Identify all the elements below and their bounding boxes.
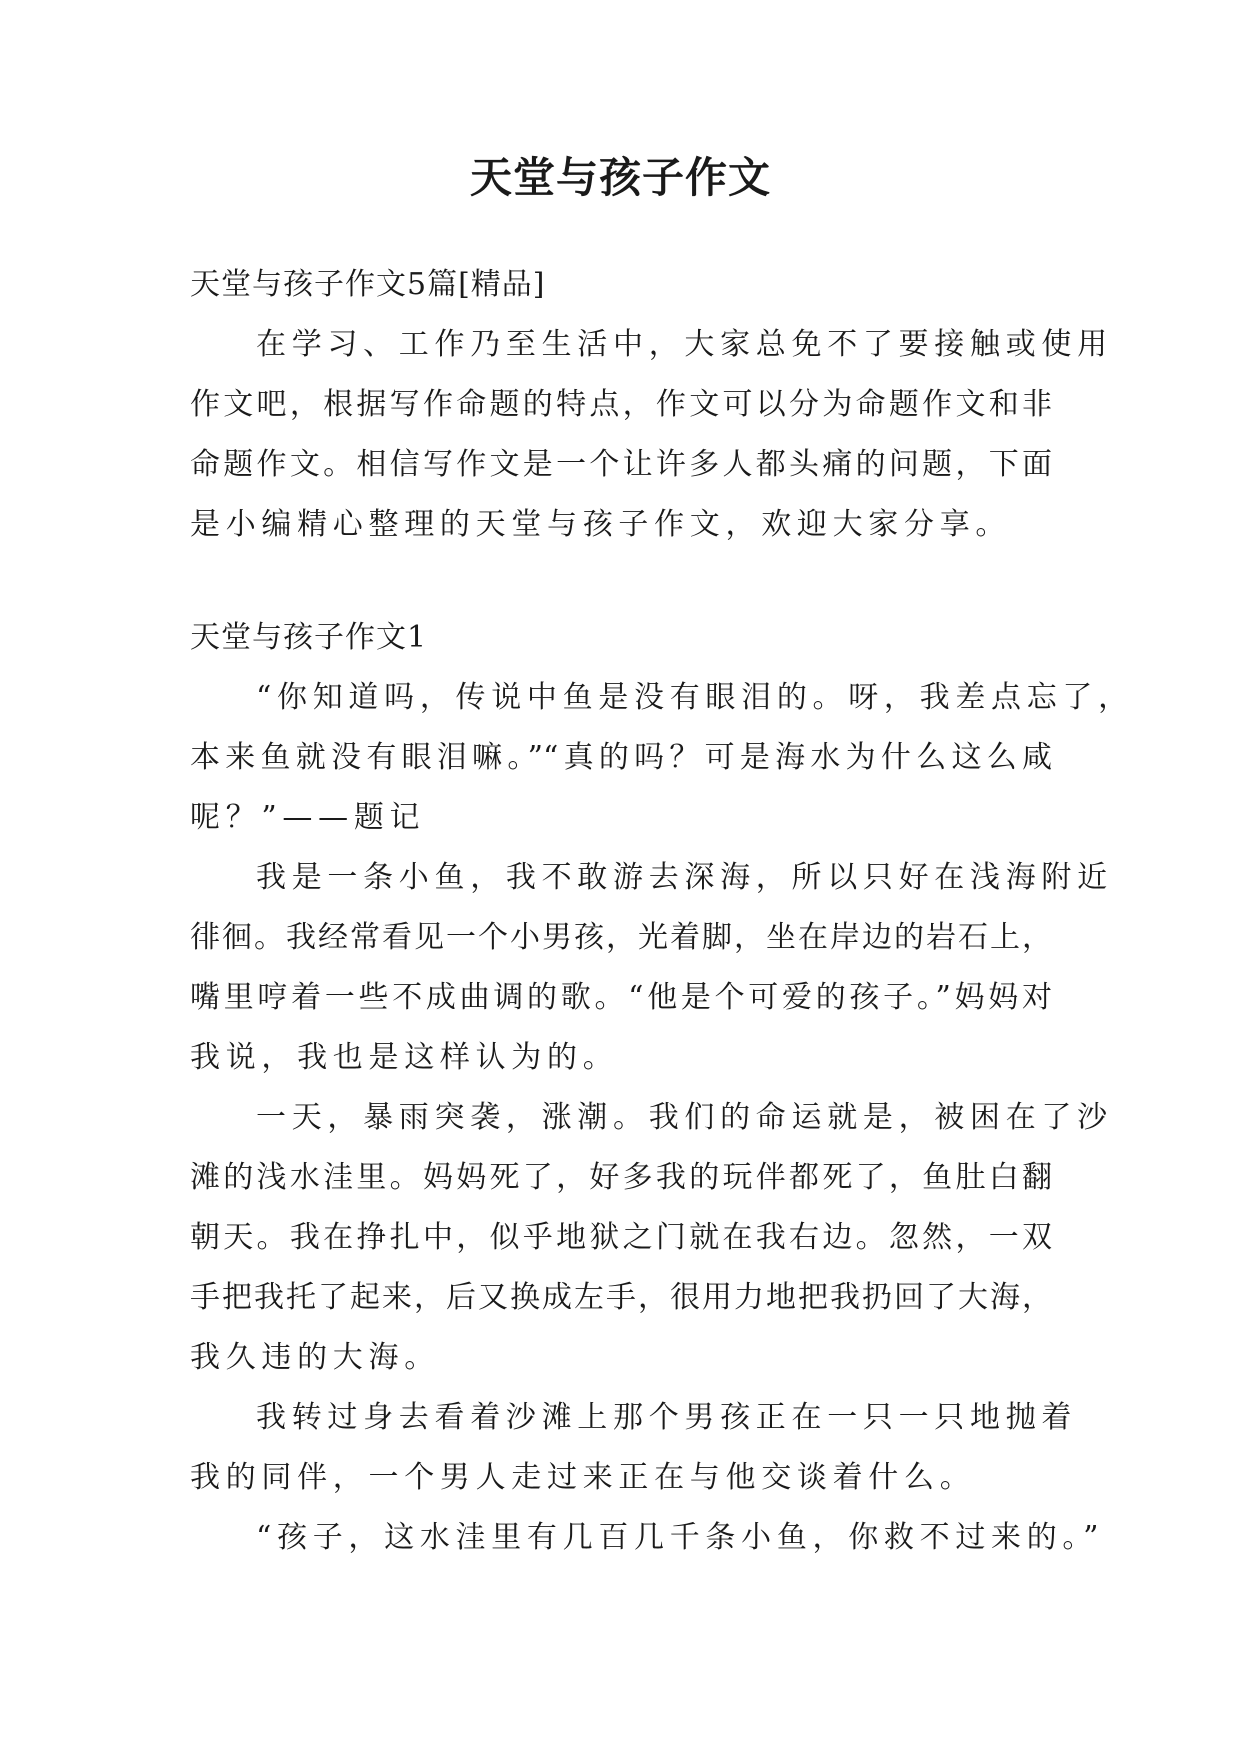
paragraph-line: “你知道吗，传说中鱼是没有眼泪的。呀，我差点忘了， [256,680,1134,715]
paragraph-line: 我的同伴，一个男人走过来正在与他交谈着什么。 [190,1460,976,1495]
paragraph-line: 我转过身去看着沙滩上那个男孩正在一只一只地抛着 [256,1400,1078,1435]
paragraph-line: 徘徊。我经常看见一个小男孩，光着脚，坐在岸边的岩石上， [190,920,1052,955]
section-spacer [190,555,1052,608]
paragraph-line: 朝天。我在挣扎中，似乎地狱之门就在我右边。忽然，一双 [190,1220,1052,1255]
paragraph-line: 命题作文。相信写作文是一个让许多人都头痛的问题，下面 [190,447,1052,482]
paragraph-line: 呢？”——题记 [190,800,426,835]
paragraph-line: 我是一条小鱼，我不敢游去深海，所以只好在浅海附近 [256,860,1113,895]
paragraph-line: 手把我托了起来，后又换成左手，很用力地把我扔回了大海， [190,1280,1052,1315]
paragraph-line: “孩子，这水洼里有几百几千条小鱼，你救不过来的。” [256,1520,1105,1555]
paragraph-line: 我说，我也是这样认为的。 [190,1040,619,1075]
paragraph-line: 我久违的大海。 [190,1340,440,1375]
document-body [190,255,1134,1568]
paragraph-line: 滩的浅水洼里。妈妈死了，好多我的玩伴都死了，鱼肚白翻 [190,1160,1052,1195]
section-heading: 天堂与孩子作文1 [190,620,428,655]
paragraph-line: 本来鱼就没有眼泪嘛。”“真的吗？可是海水为什么这么咸 [190,740,1052,775]
paragraph-line: 是小编精心整理的天堂与孩子作文，欢迎大家分享。 [190,507,1012,542]
document-title: 天堂与孩子作文 [469,153,771,202]
paragraph-line: 在学习、工作乃至生活中，大家总免不了要接触或使用 [256,327,1113,362]
article-subtitle: 天堂与孩子作文5篇[精品] [190,267,546,302]
paragraph-line: 嘴里哼着一些不成曲调的歌。“他是个可爱的孩子。”妈妈对 [190,980,1052,1015]
paragraph-line: 一天，暴雨突袭，涨潮。我们的命运就是，被困在了沙 [256,1100,1113,1135]
paragraph-line: 作文吧，根据写作命题的特点，作文可以分为命题作文和非 [190,387,1052,422]
